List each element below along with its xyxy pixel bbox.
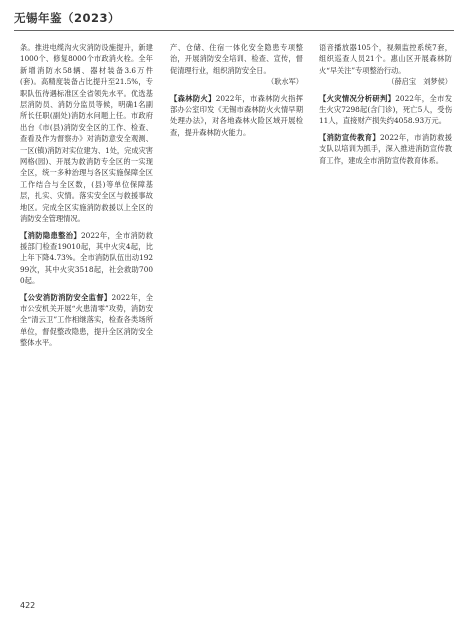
section-fire-safety-education: [319, 132, 452, 166]
section-body: 2022年，全市发生火灾7298起(含门诊)，死亡5人，受伤11人，直接财产损失约4058.93万元。: [319, 93, 452, 126]
header-title: 无锡年鉴（2023）: [14, 11, 121, 25]
paragraph: 语音播放器105个，视频监控系统7套，组织巡查人员21个。惠山区开展森林防火“早关注”专项整治行动。: [319, 43, 452, 75]
text-column-3: [319, 42, 452, 602]
paragraph: 产、仓储、住宿一体化安全隐患专项整治，开展消防安全培训、检查、宣传，督促清理行业，组织消防安全日。: [170, 43, 303, 75]
text-column-2: [170, 42, 303, 602]
header-divider: [14, 30, 454, 31]
section-title: 【公安消防消防安全监督】: [20, 292, 112, 302]
page-number: 422: [20, 601, 36, 610]
section-title: 【森林防火】: [170, 93, 216, 103]
author-signature: （耿水军）: [267, 77, 303, 87]
running-header: [14, 8, 454, 30]
author-signature: （薛启宝 刘梦侯）: [387, 77, 452, 87]
paragraph: 条。推进电缆沟火灾消防设施提升，新建1000个、修复8000个市政消火栓。全年新增消防水58辆、器材装备3.6万件(套)。高精度装备占比提升至21.5%，专职队伍待遇标准区全省领先水平。优选基层消防员、消防分监员等候，明确1名副所长任职(副处)消防水问题上任。市政府出台《市(县)消防安全区的工作、检查、查看及作为督察办》对消防意安全观测、一区(镇)消防对实位建为、1处，完成灾害网格(园)、开展为救消防专全区的一实现全区，统一多种治理与各区实施保障全区工作结合与全区数，(县)等单位保障基层，扎实、灾情。落实安全区与救援事故地区。完成全区实施消防救援以上全区的消防安全管理情况。: [20, 43, 153, 224]
section-forest-fire-prevention: [170, 93, 303, 139]
section-public-security-fire-supervision: [20, 292, 153, 349]
section-body: 2022年，全市公安机关开展“火患清零”攻势，消防安全“清云卫”工作相继落实，检查各类场所单位，督促整改隐患，提升全区消防安全整体水平。: [20, 292, 154, 348]
section-title: 【消防宣传教育】: [319, 132, 381, 142]
section-title: 【火灾情况分析研判】: [319, 93, 396, 103]
text-column-1: [20, 42, 153, 602]
section-title: 【消防隐患整治】: [20, 230, 82, 240]
section-fire-situation-analysis: [319, 93, 452, 127]
section-body: 2022年，市森林防火指挥部办公室印发《无锡市森林防火火情早期处理办法》，对各地森林火险区域开展检查，提升森林防火能力。: [170, 93, 304, 137]
section-body: 2022年，市消防救援支队以培训为抓手，深入推进消防宣传教育工作，建成全市消防宣传教育体系。: [319, 132, 452, 165]
section-body: 2022年，全市消防救援部门检查19010起，其中火灾4起，比上年下降4.73%。全市消防队伍出动19299次，其中火灾3518起，社会救助7000起。: [20, 230, 153, 286]
section-fire-hazard-rectification: [20, 230, 153, 287]
